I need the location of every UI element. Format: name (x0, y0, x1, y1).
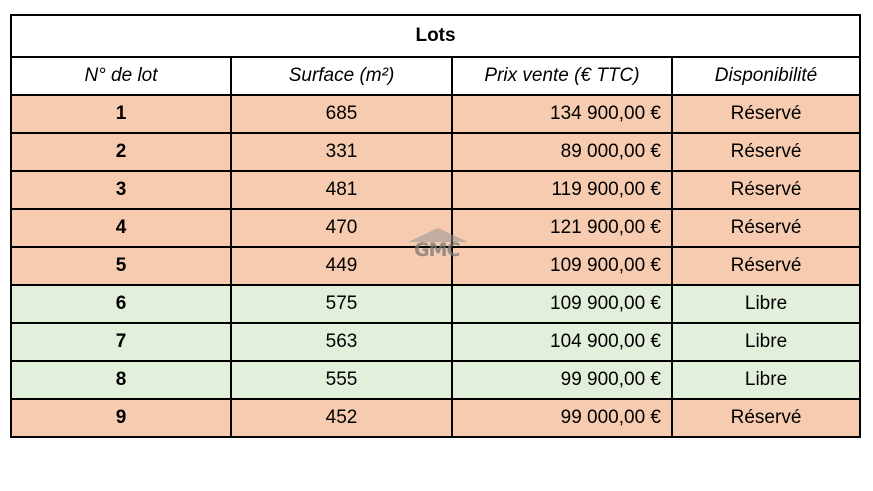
cell-availability: Réservé (672, 209, 860, 247)
cell-surface: 331 (231, 133, 452, 171)
watermark-text: GMC (414, 239, 460, 261)
cell-price: 121 900,00 € (452, 209, 672, 247)
table-row (11, 95, 860, 133)
table-row (11, 133, 860, 171)
cell-availability: Réservé (672, 171, 860, 209)
cell-surface: 449 (231, 247, 452, 285)
table-row (11, 323, 860, 361)
cell-surface: 470 (231, 209, 452, 247)
header-surface: Surface (m²) (231, 57, 452, 95)
table-row (11, 209, 860, 247)
cell-availability: Réservé (672, 133, 860, 171)
cell-availability: Libre (672, 361, 860, 399)
cell-lot-number: 1 (11, 95, 231, 133)
cell-price: 134 900,00 € (452, 95, 672, 133)
cell-price: 119 900,00 € (452, 171, 672, 209)
cell-surface: 563 (231, 323, 452, 361)
cell-lot-number: 2 (11, 133, 231, 171)
cell-availability: Réservé (672, 399, 860, 437)
table-row (11, 361, 860, 399)
header-price: Prix vente (€ TTC) (452, 57, 672, 95)
cell-price: 89 000,00 € (452, 133, 672, 171)
cell-lot-number: 3 (11, 171, 231, 209)
lots-table (10, 14, 861, 438)
cell-lot-number: 9 (11, 399, 231, 437)
cell-lot-number: 4 (11, 209, 231, 247)
cell-availability: Réservé (672, 95, 860, 133)
cell-availability: Réservé (672, 247, 860, 285)
table-body (11, 95, 860, 437)
cell-surface: 481 (231, 171, 452, 209)
cell-lot-number: 7 (11, 323, 231, 361)
header-lot-number: N° de lot (11, 57, 231, 95)
cell-price: 99 000,00 € (452, 399, 672, 437)
cell-lot-number: 6 (11, 285, 231, 323)
cell-surface: 575 (231, 285, 452, 323)
cell-availability: Libre (672, 285, 860, 323)
table-title: Lots (11, 15, 860, 57)
cell-price: 99 900,00 € (452, 361, 672, 399)
cell-lot-number: 8 (11, 361, 231, 399)
cell-surface: 555 (231, 361, 452, 399)
cell-price: 109 900,00 € (452, 247, 672, 285)
cell-surface: 452 (231, 399, 452, 437)
table-row (11, 399, 860, 437)
header-availability: Disponibilité (672, 57, 860, 95)
cell-price: 109 900,00 € (452, 285, 672, 323)
cell-price: 104 900,00 € (452, 323, 672, 361)
table-title-row (11, 15, 860, 57)
table-row (11, 171, 860, 209)
cell-availability: Libre (672, 323, 860, 361)
table-header-row (11, 57, 860, 95)
table-row (11, 285, 860, 323)
cell-lot-number: 5 (11, 247, 231, 285)
cell-surface: 685 (231, 95, 452, 133)
table-row (11, 247, 860, 285)
